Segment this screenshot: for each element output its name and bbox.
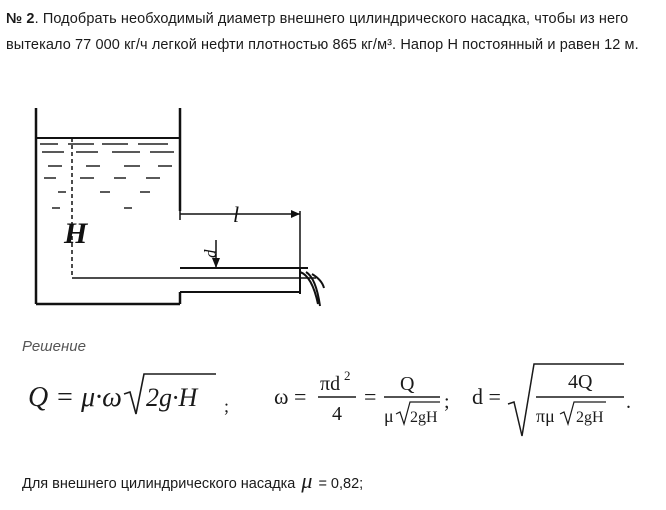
svg-text:4: 4 bbox=[332, 403, 342, 425]
svg-text:4Q: 4Q bbox=[568, 371, 593, 393]
liquid-hatching bbox=[40, 144, 174, 208]
svg-text:;: ; bbox=[224, 396, 230, 416]
svg-text:2gH: 2gH bbox=[410, 409, 438, 426]
head-label: H bbox=[64, 217, 88, 250]
length-arrow-right bbox=[291, 210, 300, 218]
svg-text:2: 2 bbox=[344, 368, 351, 383]
formula-area bbox=[274, 368, 450, 426]
nozzle-coefficient-line bbox=[22, 468, 363, 494]
svg-text:Q: Q bbox=[400, 373, 415, 395]
outflow-jet bbox=[300, 272, 324, 306]
coefficient-value: = 0,82; bbox=[318, 476, 364, 492]
svg-text:2g·H: 2g·H bbox=[146, 383, 198, 412]
svg-text:μ: μ bbox=[384, 406, 394, 426]
svg-text:.: . bbox=[626, 391, 631, 413]
coefficient-prefix: Для внешнего цилиндрического насадка bbox=[22, 476, 296, 492]
diameter-label: d bbox=[201, 249, 220, 258]
svg-text:;: ; bbox=[444, 391, 450, 413]
solution-label: Решение bbox=[22, 338, 86, 355]
svg-text:πμ: πμ bbox=[536, 406, 555, 426]
solution-formulas bbox=[20, 360, 640, 440]
svg-text:Q = μ·ω: Q = μ·ω bbox=[28, 382, 122, 413]
svg-text:πd: πd bbox=[320, 373, 341, 395]
formula-flow-rate bbox=[28, 374, 229, 416]
svg-text:d =: d = bbox=[472, 384, 501, 409]
problem-statement bbox=[6, 6, 656, 58]
length-label: l bbox=[233, 202, 240, 227]
tank-diagram bbox=[28, 108, 328, 313]
problem-text: . Подобрать необходимый диаметр внешнего цилиндрического насадка, чтобы из него вытекало 77 000 кг/ч легкой нефти плотностью 865 кг/м³. Напор Н постоянный и равен 12 м. bbox=[6, 11, 639, 53]
svg-text:=: = bbox=[364, 384, 377, 409]
mu-symbol: μ bbox=[301, 468, 313, 493]
problem-number: № 2 bbox=[6, 11, 35, 27]
svg-text:2gH: 2gH bbox=[576, 409, 604, 426]
svg-text:ω =: ω = bbox=[274, 384, 307, 409]
formula-diameter bbox=[472, 364, 631, 436]
diameter-arrow bbox=[212, 258, 220, 268]
